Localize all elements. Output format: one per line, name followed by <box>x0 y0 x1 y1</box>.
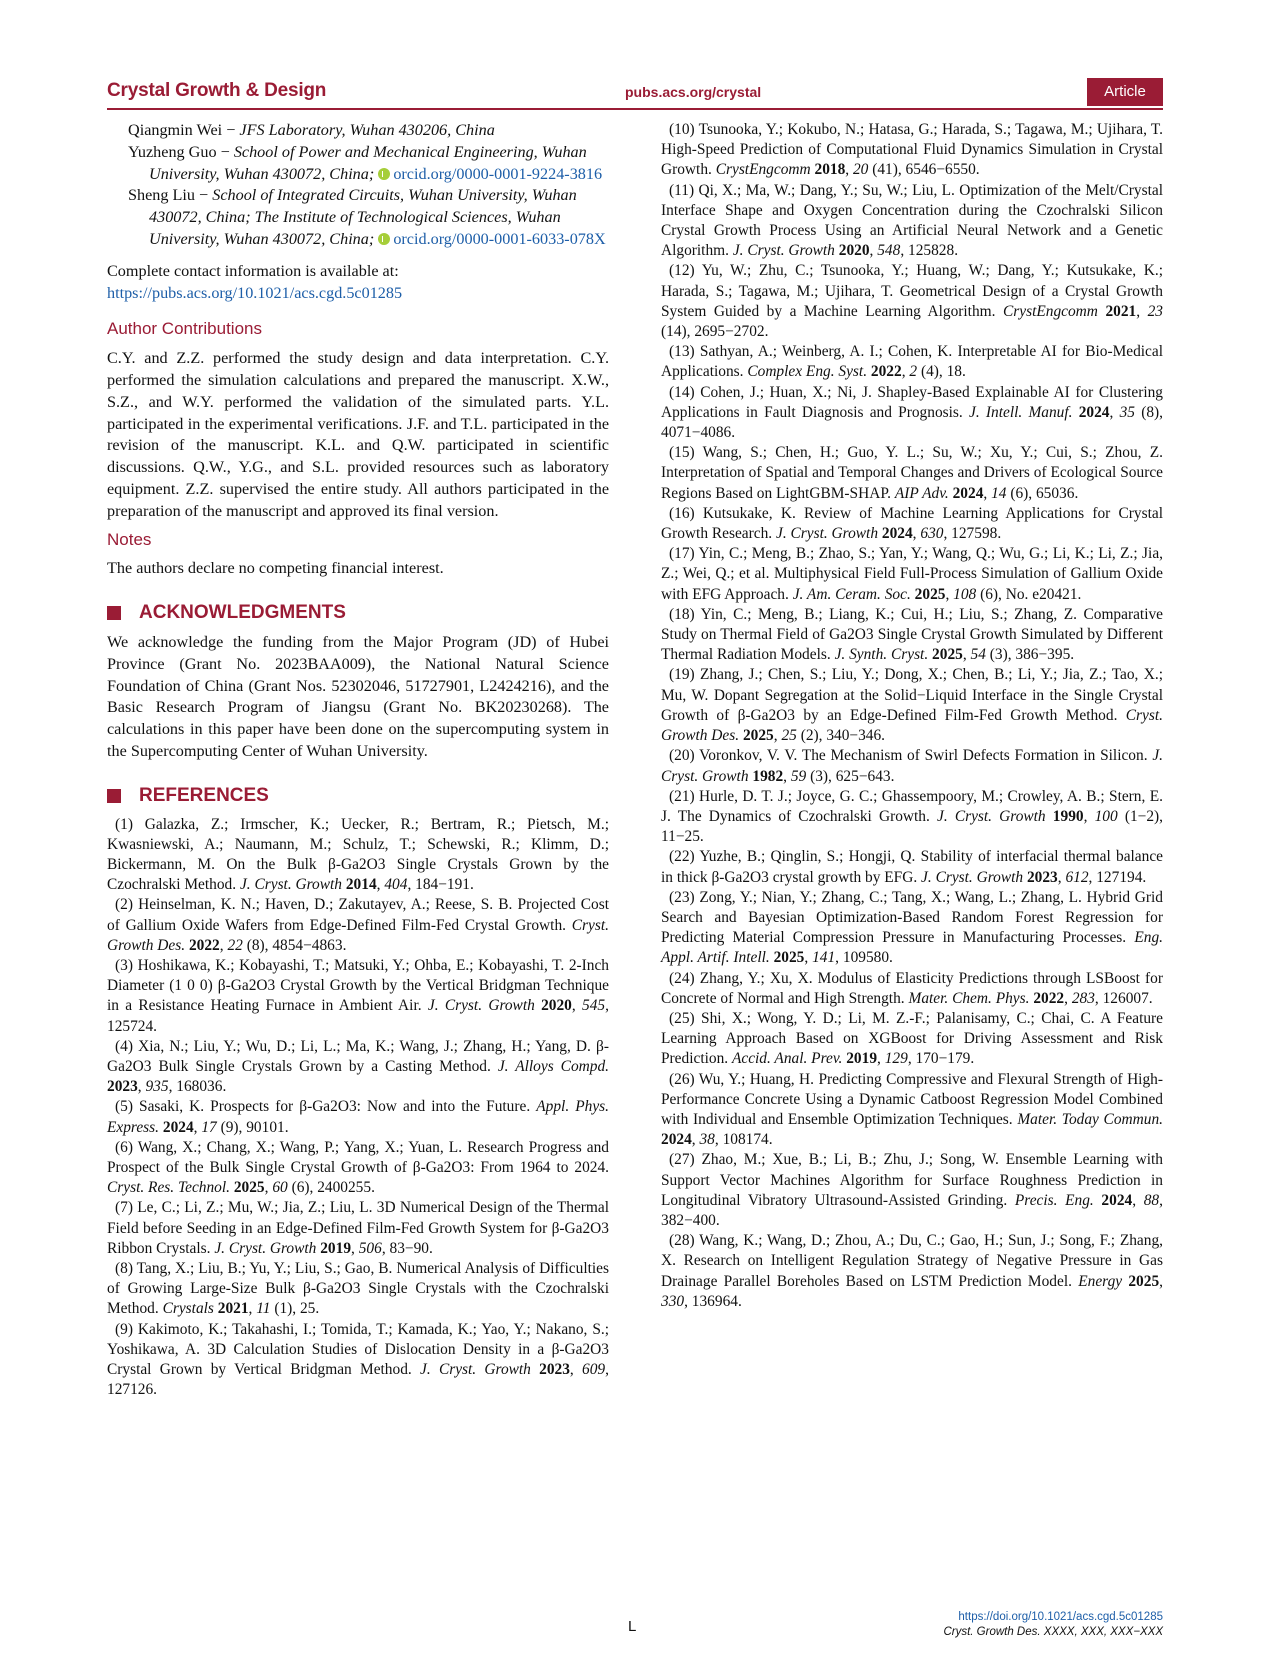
doi-link[interactable]: https://doi.org/10.1021/acs.cgd.5c01285 <box>958 1611 1163 1623</box>
reference-number: (3) <box>115 956 133 974</box>
reference-journal: J. Cryst. Growth <box>921 868 1024 886</box>
right-column <box>661 120 1163 1312</box>
reference-journal: J. Cryst. Growth <box>775 525 879 543</box>
reference-item: (10) Tsunooka, Y.; Kokubo, N.; Hatasa, G.; Harada, S.; Tagawa, M.; Ujihara, T. High-Speed Prediction of Computational Fluid Dynamics Simulation in Crystal Growth. CrystEngcomm 2018, 20 (41), 6546−6550. <box>661 121 1163 179</box>
page-number: L <box>628 1618 637 1635</box>
reference-authors: Hoshikawa, K.; Kobayashi, T.; Matsuki, Y.; Ohba, E.; Kobayashi, T. <box>137 956 565 974</box>
reference-pages: (3), 625−643. <box>806 767 895 785</box>
reference-pages: , 382−400. <box>661 1191 1163 1229</box>
reference-title: Dopant Segregation at the Solid−Liquid Interface in the Single Crystal Growth of β-Ga2O3 by an Edge-Defined Film-Fed Growth Method. <box>661 686 1163 724</box>
reference-number: (13) <box>669 343 695 361</box>
reference-title: 3D Numerical Design of the Thermal Field before Seeding in an Edge-Defined Film-Fed Growth System for β-Ga2O3 Ribbon Crystals. <box>107 1199 610 1257</box>
reference-volume: 11 <box>256 1300 271 1318</box>
reference-item: (2) Heinselman, K. N.; Haven, D.; Zakutayev, A.; Reese, S. B. Projected Cost of Gallium Oxide Wafers from Edge-Defined Film-Fed Crystal Growth. Cryst. Growth Des. 2022, 22 (8), 4854−4863. <box>107 896 609 954</box>
references-heading <box>107 785 609 807</box>
author-contributions-heading: Author Contributions <box>107 319 262 339</box>
reference-year: 2025 <box>742 727 774 745</box>
reference-title: Predicting Compressive and Flexural Strength of High-Performance Concrete Using a Dynamic Catboost Regression Model Combined with Individual and Ensemble Optimization Techniques. <box>661 1070 1163 1128</box>
reference-year: 2023 <box>539 1361 570 1378</box>
author-contributions-text: C.Y. and Z.Z. performed the study design and data interpretation. C.Y. performed the simulation calculations and prepared the manuscript. X.W., S.Z., and W.Y. performed the validation of the simulated parts. Y.L. participated in the experimental verifications. J.F. and T.L. participated in the revision of the manuscript. K.L. and Q.W. participated in scientific discussions. Q.W., Y.G., and S.L. provided resources such as laboratory equipment. Z.Z. supervised the entire study. All authors participated in the preparation of the manuscript and approved its final version. <box>107 349 609 520</box>
reference-pages: (1−2), 11−25. <box>661 807 1163 846</box>
reference-authors: Yin, C.; Meng, B.; Zhao, S.; Yan, Y.; Wang, Q.; Wu, G.; Li, K.; Li, Z.; Jia, Z.; Wei, Q.; et al. <box>661 545 1163 583</box>
reference-year: 2022 <box>188 936 220 954</box>
reference-item: (8) Tang, X.; Liu, B.; Yu, Y.; Liu, S.; Gao, B. Numerical Analysis of Difficulties of Growing Large-Size Bulk β-Ga2O3 Single Crystals with the Czochralski Method. Crystals 2021, 11 (1), 25. <box>107 1259 609 1318</box>
reference-item: (16) Kutsukake, K. Review of Machine Learning Applications for Crystal Growth Research. J. Cryst. Growth 2024, 630, 127598. <box>661 504 1163 543</box>
reference-year: 2024 <box>1101 1191 1133 1209</box>
reference-year: 2019 <box>320 1239 352 1257</box>
reference-authors: Zhang, Y.; Xu, X. <box>699 969 813 987</box>
reference-journal: J. Cryst. Growth <box>420 1361 531 1378</box>
reference-volume: 545 <box>582 997 606 1015</box>
reference-item: (4) Xia, N.; Liu, Y.; Wu, D.; Li, L.; Ma, K.; Wang, J.; Zhang, H.; Yang, D. β-Ga2O3 Bulk Single Crystals Grown by a Casting Method. J. Alloys Compd. 2023, 935, 168036. <box>107 1037 610 1096</box>
author-name: Sheng Liu <box>128 186 195 205</box>
reference-journal: Complex Eng. Syst. <box>747 363 868 381</box>
reference-journal: J. Cryst. Growth <box>239 876 342 894</box>
reference-pages: , 109580. <box>835 949 893 967</box>
author-name: Yuzheng Guo <box>128 142 217 161</box>
reference-volume: 88 <box>1143 1191 1160 1209</box>
reference-volume: 59 <box>790 767 807 785</box>
reference-year: 2022 <box>1033 989 1065 1007</box>
reference-volume: 330 <box>661 1292 685 1310</box>
reference-journal: J. Intell. Manuf. <box>968 403 1073 421</box>
reference-volume: 108 <box>953 585 977 603</box>
reference-number: (15) <box>669 444 695 462</box>
author-entry: Yuzheng Guo − School of Power and Mechanical Engineering, Wuhan University, Wuhan 430072, China; orcid.org/0000-0001-9224-3816 <box>128 142 603 183</box>
reference-number: (26) <box>669 1070 695 1088</box>
reference-title: 2-Inch Diameter (1 0 0) β-Ga2O3 Crystal Growth by the Vertical Bridgman Technique in a Resistance Heating Furnace in Ambient Air. <box>107 956 609 1015</box>
reference-number: (22) <box>669 848 695 866</box>
reference-pages: (6), No. e20421. <box>976 585 1082 603</box>
reference-year: 2024 <box>881 525 913 543</box>
reference-year: 2025 <box>914 585 946 603</box>
reference-journal: Crystals <box>162 1300 214 1318</box>
reference-year: 2020 <box>838 242 870 260</box>
reference-pages: (4), 18. <box>917 363 966 381</box>
reference-pages: , 125724. <box>107 997 609 1035</box>
reference-title: On the Bulk β-Ga2O3 Single Crystals Grown by the Czochralski Method. <box>107 855 609 894</box>
reference-year: 2024 <box>162 1118 194 1136</box>
reference-number: (27) <box>669 1151 695 1169</box>
reference-number: (21) <box>669 787 695 805</box>
reference-pages: , 127126. <box>107 1361 609 1399</box>
reference-volume: 54 <box>970 646 986 664</box>
acknowledgments-text: We acknowledge the funding from the Major Program (JD) of Hubei Province (Grant No. 2023BAA009), the National Natural Science Foundation of China (Grant Nos. 52302046, 51727901, L2424216), and the Basic Research Program of Jiangsu (Grant No. BK20230268). The calculations in this paper have been done on the supercomputing system in the Supercomputing Center of Wuhan University. <box>107 632 609 760</box>
reference-authors: Yu, W.; Zhu, C.; Tsunooka, Y.; Huang, W.; Dang, Y.; Kutsukake, K.; Harada, S.; Tagawa, M.; Ujihara, T. <box>661 262 1164 300</box>
reference-title: Modulus of Elasticity Predictions through LSBoost for Concrete of Normal and High Strength. <box>661 969 1163 1007</box>
reference-authors: Sathyan, A.; Weinberg, A. I.; Cohen, K. <box>699 343 953 361</box>
reference-item: (24) Zhang, Y.; Xu, X. Modulus of Elasticity Predictions through LSBoost for Concrete of Normal and High Strength. Mater. Chem. Phys. 2022, 283, 126007. <box>661 969 1163 1007</box>
reference-year: 2022 <box>870 363 902 381</box>
reference-pages: , 136964. <box>684 1292 742 1310</box>
reference-item: (27) Zhao, M.; Xue, B.; Li, B.; Zhu, J.; Song, W. Ensemble Learning with Support Vector Machines Algorithm for Surface Roughness Prediction in Longitudinal Vibratory Ultrasound-Assisted Grinding. Precis. Eng. 2024, 88, 382−400. <box>661 1151 1163 1229</box>
reference-year: 2023 <box>1026 868 1058 886</box>
reference-volume: 17 <box>201 1118 217 1136</box>
acknowledgments-heading <box>107 602 609 624</box>
reference-item: (9) Kakimoto, K.; Takahashi, I.; Tomida, T.; Kamada, K.; Yao, Y.; Nakano, S.; Yoshikawa, A. 3D Calculation Studies of Dislocation Density in a β-Ga2O3 Crystal Grown by Vertical Bridgman Method. J. Cryst. Growth 2023, 609, 127126. <box>107 1320 609 1399</box>
reference-journal: Mater. Chem. Phys. <box>908 989 1030 1007</box>
reference-item: (14) Cohen, J.; Huan, X.; Ni, J. Shapley-Based Explainable AI for Clustering Applications in Fault Diagnosis and Prognosis. J. Intell. Manuf. 2024, 35 (8), 4071−4086. <box>661 383 1163 442</box>
reference-volume: 23 <box>1147 302 1163 320</box>
reference-item: (13) Sathyan, A.; Weinberg, A. I.; Cohen, K. Interpretable AI for Bio-Medical Applications. Complex Eng. Syst. 2022, 2 (4), 18. <box>661 343 1163 381</box>
reference-pages: (8), 4071−4086. <box>661 403 1163 442</box>
reference-volume: 20 <box>852 161 869 179</box>
reference-volume: 35 <box>1119 403 1135 421</box>
orcid-icon <box>378 168 390 180</box>
reference-year: 2020 <box>541 997 572 1015</box>
reference-authors: Yuzhe, B.; Qinglin, S.; Hongji, Q. <box>699 848 916 866</box>
reference-journal: Accid. Anal. Prev. <box>731 1050 843 1068</box>
reference-journal: J. Alloys Compd. <box>497 1057 609 1075</box>
journal-site-link[interactable]: pubs.acs.org/crystal <box>625 84 762 100</box>
notes-heading: Notes <box>107 529 152 549</box>
reference-item: (25) Shi, X.; Wong, Y. D.; Li, M. Z.-F.; Palanisamy, C.; Chai, C. A Feature Learning Approach Based on XGBoost for Driving Assessment and Risk Prediction. Accid. Anal. Prev. 2019, 129, 170−179. <box>661 1009 1163 1068</box>
reference-authors: Kakimoto, K.; Takahashi, I.; Tomida, T.; Kamada, K.; Yao, Y.; Nakano, S.; Yoshikawa, A. <box>107 1320 609 1358</box>
notes-text: The authors declare no competing financial interest. <box>107 559 444 578</box>
reference-pages: (8), 4854−4863. <box>242 936 347 954</box>
reference-year: 2021 <box>1105 302 1137 320</box>
reference-title: Prospects for β-Ga2O3: Now and into the Future. <box>210 1098 531 1116</box>
reference-year: 2018 <box>814 161 846 179</box>
reference-number: (19) <box>669 666 695 684</box>
reference-year: 2025 <box>233 1179 265 1197</box>
author-affiliation: JFS Laboratory, Wuhan 430206, China <box>239 121 495 139</box>
reference-authors: Heinselman, K. N.; Haven, D.; Zakutayev, A.; Reese, S. B. <box>138 896 513 914</box>
reference-authors: Xia, N.; Liu, Y.; Wu, D.; Li, L.; Ma, K.; Wang, J.; Zhang, H.; Yang, D. <box>138 1037 591 1055</box>
reference-journal: J. Synth. Cryst. <box>834 646 929 664</box>
reference-authors: Hurle, D. T. J.; Joyce, G. C.; Ghassempoory, M.; Crowley, A. B.; Stern, E. J. <box>661 787 1163 825</box>
reference-number: (6) <box>115 1138 133 1156</box>
reference-title: Optimization of the Melt/Crystal Interface Shape and Oxygen Concentration during the Czochralski Silicon Crystal Growth Process Using an Artificial Neural Network and a Genetic Algorithm. <box>661 181 1164 260</box>
reference-item: (21) Hurle, D. T. J.; Joyce, G. C.; Ghassempoory, M.; Crowley, A. B.; Stern, E. J. The Dynamics of Czochralski Growth. J. Cryst. Growth 1990, 100 (1−2), 11−25. <box>661 787 1163 846</box>
reference-journal: J. Am. Ceram. Soc. <box>792 585 911 603</box>
reference-volume: 38 <box>699 1131 715 1149</box>
reference-title: The Dynamics of Czochralski Growth. <box>677 807 930 825</box>
reference-number: (18) <box>669 605 695 623</box>
reference-authors: Wang, K.; Wang, D.; Zhou, A.; Du, C.; Gao, H.; Sun, J.; Song, F.; Zhang, X. <box>661 1232 1163 1270</box>
reference-title: Stability of interfacial thermal balance in thick β-Ga2O3 crystal growth by EFG. <box>661 848 1163 886</box>
reference-journal: J. Cryst. Growth <box>427 997 535 1015</box>
footer-citation <box>943 1610 1163 1640</box>
reference-volume: 935 <box>145 1078 169 1096</box>
reference-item: (1) Galazka, Z.; Irmscher, K.; Uecker, R.; Bertram, R.; Pietsch, M.; Kwasniewski, A.; Naumann, M.; Schulz, T.; Schewski, R.; Klimm, D.; Bickermann, M. On the Bulk β-Ga2O3 Single Crystals Grown by the Czochralski Method. J. Cryst. Growth 2014, 404, 184−191. <box>107 815 609 894</box>
reference-title: Shapley-Based Explainable AI for Clustering Applications in Fault Diagnosis and Prognosis. <box>661 383 1163 421</box>
reference-journal: Energy <box>1078 1272 1123 1290</box>
author-entry: Qiangmin Wei − JFS Laboratory, Wuhan 430206, China <box>128 121 495 139</box>
reference-pages: (2), 340−346. <box>796 727 886 745</box>
reference-title: High-Speed Prediction of Computational Fluid Dynamics Simulation in Crystal Growth. <box>661 141 1163 179</box>
citation-text: Cryst. Growth Des. XXXX, XXX, XXX−XXX <box>943 1626 1163 1638</box>
reference-authors: Le, C.; Li, Z.; Mu, W.; Jia, Z.; Liu, L. <box>137 1199 373 1217</box>
reference-volume: 612 <box>1065 868 1089 886</box>
reference-number: (1) <box>115 815 133 833</box>
reference-item: (28) Wang, K.; Wang, D.; Zhou, A.; Du, C.; Gao, H.; Sun, J.; Song, F.; Zhang, X. Research on Intelligent Regulation Strategy of Negative Pressure in Gas Drainage Parallel Boreholes Based on LSTM Prediction Model. Energy 2025, 330, 136964. <box>661 1232 1163 1310</box>
reference-number: (20) <box>669 747 695 765</box>
reference-volume: 2 <box>909 363 918 381</box>
author-affiliation: School of Power and Mechanical Engineering, Wuhan University, Wuhan 430072, China; <box>149 142 587 183</box>
reference-item: (22) Yuzhe, B.; Qinglin, S.; Hongji, Q. Stability of interfacial thermal balance in thick β-Ga2O3 crystal growth by EFG. J. Cryst. Growth 2023, 612, 127194. <box>661 848 1163 886</box>
reference-journal: Precis. Eng. <box>1014 1191 1094 1209</box>
contact-text: Complete contact information is available at: <box>107 261 399 280</box>
journal-title[interactable]: Crystal Growth & Design <box>107 80 327 101</box>
reference-journal: AIP Adv. <box>894 484 949 502</box>
reference-pages: , 108174. <box>714 1131 773 1149</box>
reference-year: 2019 <box>846 1050 878 1068</box>
section-square-icon <box>107 789 121 803</box>
reference-number: (17) <box>669 545 695 563</box>
orcid-link[interactable]: orcid.org/0000-0001-6033-078X <box>393 229 606 248</box>
reference-volume: 100 <box>1094 807 1118 825</box>
reference-number: (11) <box>669 181 695 199</box>
reference-number: (10) <box>669 121 695 138</box>
reference-item: (5) Sasaki, K. Prospects for β-Ga2O3: Now and into the Future. Appl. Phys. Express. 2024, 17 (9), 90101. <box>107 1098 609 1136</box>
reference-authors: Zhao, M.; Xue, B.; Li, B.; Zhu, J.; Song, W. <box>701 1151 999 1169</box>
reference-pages: , 127598. <box>943 525 1002 543</box>
reference-volume: 60 <box>272 1179 288 1197</box>
reference-journal: Cryst. Growth Des. <box>661 706 1163 745</box>
orcid-icon <box>378 233 390 245</box>
reference-year: 2023 <box>107 1078 138 1096</box>
reference-authors: Wu, Y.; Huang, H. <box>698 1070 815 1088</box>
reference-journal: CrystEngcomm <box>1003 302 1098 320</box>
reference-year: 2024 <box>1078 403 1110 421</box>
reference-authors: Yin, C.; Meng, B.; Liang, K.; Cui, H.; Liu, S.; Zhang, Z. <box>700 605 1078 623</box>
reference-list-left <box>107 815 609 1401</box>
reference-pages: , 184−191. <box>407 876 474 894</box>
reference-year: 2021 <box>217 1300 249 1318</box>
reference-title: Research Progress and Prospect of the Bulk Single Crystal Growth of β-Ga2O3: From 1964 to 2024. <box>107 1138 609 1176</box>
reference-journal: Eng. Appl. Artif. Intell. <box>661 929 1163 967</box>
reference-authors: Zong, Y.; Nian, Y.; Zhang, C.; Tang, X.; Wang, L.; Zhang, L. <box>699 888 1082 906</box>
reference-pages: , 83−90. <box>381 1239 433 1257</box>
author-name: Qiangmin Wei <box>128 121 223 139</box>
reference-title: Comparative Study on Thermal Field of Ga2O3 Single Crystal Growth Simulated by Different Thermal Radiation Models. <box>661 605 1163 664</box>
reference-title: Research on Intelligent Regulation Strategy of Negative Pressure in Gas Drainage Parallel Boreholes Based on LSTM Prediction Model. <box>661 1252 1163 1290</box>
reference-volume: 25 <box>781 727 797 745</box>
reference-volume: 609 <box>582 1361 606 1378</box>
reference-title: Ensemble Learning with Support Vector Machines Algorithm for Surface Roughness Prediction in Longitudinal Vibratory Ultrasound-Assisted Grinding. <box>661 1151 1163 1209</box>
reference-item: (12) Yu, W.; Zhu, C.; Tsunooka, Y.; Huang, W.; Dang, Y.; Kutsukake, K.; Harada, S.; Tagawa, M.; Ujihara, T. Geometrical Design of a Crystal Growth System Guided by a Machine Learning Algorithm. CrystEngcomm 2021, 23 (14), 2695−2702. <box>661 262 1164 341</box>
reference-number: (9) <box>115 1320 133 1338</box>
reference-number: (7) <box>115 1199 133 1217</box>
reference-authors: Qi, X.; Ma, W.; Dang, Y.; Su, W.; Liu, L. <box>698 181 955 199</box>
reference-year: 2025 <box>932 646 963 664</box>
reference-list-right <box>661 120 1163 1312</box>
author-affiliation: School of Integrated Circuits, Wuhan University, Wuhan 430072, China; The Institute of Technological Sciences, Wuhan University, Wuhan 430072, China; <box>149 186 577 248</box>
reference-pages: (1), 25. <box>270 1300 320 1318</box>
reference-title: Interpretation of Spatial and Temporal Changes and Drivers of Ecological Source Regions Based on LightGBM-SHAP. <box>661 464 1163 502</box>
reference-authors: Tang, X.; Liu, B.; Yu, Y.; Liu, S.; Gao, B. <box>136 1259 393 1277</box>
reference-journal: Mater. Today Commun. <box>1017 1110 1163 1128</box>
reference-journal: J. Cryst. Growth <box>732 242 835 260</box>
acknowledgments-title: ACKNOWLEDGMENTS <box>139 602 346 624</box>
reference-volume: 141 <box>812 949 836 967</box>
reference-item: (15) Wang, S.; Chen, H.; Guo, Y. L.; Su, W.; Xu, Y.; Cui, S.; Zhou, Z. Interpretation of Spatial and Temporal Changes and Drivers of Ecological Source Regions Based on LightGBM-SHAP. AIP Adv. 2024, 14 (6), 65036. <box>661 444 1163 502</box>
reference-item: (7) Le, C.; Li, Z.; Mu, W.; Jia, Z.; Liu, L. 3D Numerical Design of the Thermal Field before Seeding in an Edge-Defined Film-Fed Growth System for β-Ga2O3 Ribbon Crystals. J. Cryst. Growth 2019, 506, 83−90. <box>107 1199 610 1257</box>
reference-title: Multiphysical Field Full-Process Simulation of Gallium Oxide with EFG Approach. <box>661 565 1163 603</box>
reference-item: (6) Wang, X.; Chang, X.; Wang, P.; Yang, X.; Yuan, L. Research Progress and Prospect of the Bulk Single Crystal Growth of β-Ga2O3: From 1964 to 2024. Cryst. Res. Technol. 2025, 60 (6), 2400255. <box>107 1138 609 1197</box>
reference-pages: (6), 65036. <box>1006 484 1079 502</box>
reference-journal: CrystEngcomm <box>715 161 811 179</box>
reference-pages: , 170−179. <box>907 1050 975 1068</box>
references-title: REFERENCES <box>139 784 269 806</box>
reference-title: Review of Machine Learning Applications for Crystal Growth Research. <box>661 504 1163 543</box>
reference-year: 1990 <box>1052 807 1084 825</box>
reference-number: (4) <box>115 1037 133 1055</box>
reference-number: (28) <box>669 1232 695 1250</box>
reference-number: (2) <box>115 896 133 914</box>
reference-volume: 22 <box>227 936 243 954</box>
contact-link[interactable]: https://pubs.acs.org/10.1021/acs.cgd.5c01285 <box>107 283 403 302</box>
reference-number: (12) <box>669 262 695 280</box>
reference-pages: (9), 90101. <box>216 1118 289 1136</box>
reference-item: (26) Wu, Y.; Huang, H. Predicting Compressive and Flexural Strength of High-Performance Concrete Using a Dynamic Catboost Regression Model Combined with Individual and Ensemble Optimization Techniques. Mater. Today Commun. 2024, 38, 108174. <box>661 1070 1163 1149</box>
reference-volume: 129 <box>884 1050 908 1068</box>
reference-authors: Sasaki, K. <box>139 1098 205 1116</box>
reference-item: (3) Hoshikawa, K.; Kobayashi, T.; Matsuki, Y.; Ohba, E.; Kobayashi, T. 2-Inch Diameter (1 0 0) β-Ga2O3 Crystal Growth by the Vertical Bridgman Technique in a Resistance Heating Furnace in Ambient Air. J. Cryst. Growth 2020, 545, 125724. <box>107 956 609 1035</box>
reference-year: 2025 <box>773 949 805 967</box>
reference-number: (24) <box>669 969 695 987</box>
reference-item: (19) Zhang, J.; Chen, S.; Liu, Y.; Dong, X.; Chen, B.; Li, Y.; Jia, Z.; Tao, X.; Mu, W. Dopant Segregation at the Solid−Liquid Interface in the Single Crystal Growth of β-Ga2O3 by an Edge-Defined Film-Fed Growth Method. Cryst. Growth Des. 2025, 25 (2), 340−346. <box>661 666 1163 745</box>
reference-authors: Kutsukake, K. <box>702 504 796 522</box>
reference-title: Hybrid Grid Search and Bayesian Optimization-Based Random Forest Regression for Predicting Material Compression Pressure in Manufacturing Processes. <box>661 888 1163 947</box>
reference-number: (25) <box>669 1009 695 1027</box>
reference-journal: Cryst. Res. Technol. <box>107 1179 230 1197</box>
reference-title: 3D Calculation Studies of Dislocation Density in a β-Ga2O3 Crystal Grown by Vertical Bridgman Method. <box>107 1340 609 1378</box>
reference-year: 1982 <box>752 767 784 785</box>
reference-pages: , 168036. <box>168 1078 227 1096</box>
reference-pages: , 126007. <box>1094 989 1153 1007</box>
reference-pages: (41), 6546−6550. <box>868 161 980 179</box>
reference-item: (18) Yin, C.; Meng, B.; Liang, K.; Cui, H.; Liu, S.; Zhang, Z. Comparative Study on Thermal Field of Ga2O3 Single Crystal Growth Simulated by Different Thermal Radiation Models. J. Synth. Cryst. 2025, 54 (3), 386−395. <box>661 605 1163 664</box>
reference-year: 2024 <box>661 1131 692 1149</box>
article-type-badge: Article <box>1087 78 1163 106</box>
reference-number: (8) <box>115 1259 133 1277</box>
reference-journal: Appl. Phys. Express. <box>107 1098 609 1136</box>
orcid-link[interactable]: orcid.org/0000-0001-9224-3816 <box>393 164 603 183</box>
reference-title: A Feature Learning Approach Based on XGBoost for Driving Assessment and Risk Prediction. <box>661 1009 1163 1068</box>
reference-year: 2014 <box>345 876 377 894</box>
reference-year: 2024 <box>952 484 984 502</box>
page-header <box>107 80 1163 110</box>
reference-authors: Voronkov, V. V. <box>699 747 798 765</box>
reference-title: β-Ga2O3 Bulk Single Crystals Grown by a Casting Method. <box>107 1037 610 1075</box>
reference-pages: , 127194. <box>1088 868 1147 886</box>
author-entry: Sheng Liu − School of Integrated Circuits, Wuhan University, Wuhan 430072, China; The Institute of Technological Sciences, Wuhan University, Wuhan 430072, China; orcid.org/0000-0001-6033-078X <box>128 186 606 248</box>
reference-volume: 14 <box>991 484 1007 502</box>
reference-title: The Mechanism of Swirl Defects Formation in Silicon. <box>801 747 1148 765</box>
reference-journal: J. Cryst. Growth <box>214 1239 317 1257</box>
reference-volume: 506 <box>358 1239 382 1257</box>
reference-title: Projected Cost of Gallium Oxide Wafers from Edge-Defined Film-Fed Crystal Growth. <box>107 896 609 934</box>
reference-number: (23) <box>669 888 695 906</box>
author-list <box>107 120 609 251</box>
reference-authors: Shi, X.; Wong, Y. D.; Li, M. Z.-F.; Palanisamy, C.; Chai, C. <box>701 1009 1095 1027</box>
reference-authors: Wang, S.; Chen, H.; Guo, Y. L.; Su, W.; Xu, Y.; Cui, S.; Zhou, Z. <box>702 444 1163 462</box>
section-square-icon <box>107 606 121 620</box>
reference-volume: 404 <box>384 876 408 894</box>
reference-journal: Cryst. Growth Des. <box>107 916 609 954</box>
reference-authors: Cohen, J.; Huan, X.; Ni, J. <box>700 383 872 401</box>
reference-number: (14) <box>669 383 695 401</box>
reference-item: (23) Zong, Y.; Nian, Y.; Zhang, C.; Tang, X.; Wang, L.; Zhang, L. Hybrid Grid Search and Bayesian Optimization-Based Random Forest Regression for Predicting Material Compression Pressure in Manufacturing Processes. Eng. Appl. Artif. Intell. 2025, 141, 109580. <box>661 888 1163 967</box>
reference-authors: Galazka, Z.; Irmscher, K.; Uecker, R.; Bertram, R.; Pietsch, M.; Kwasniewski, A.; Naumann, M.; Schulz, T.; Schewski, R.; Klimm, D.; Bickermann, M. <box>107 815 609 873</box>
reference-authors: Zhang, J.; Chen, S.; Liu, Y.; Dong, X.; Chen, B.; Li, Y.; Jia, Z.; Tao, X.; Mu, W. <box>661 666 1163 704</box>
reference-number: (5) <box>115 1098 133 1116</box>
left-column <box>107 120 609 1400</box>
reference-title: Geometrical Design of a Crystal Growth System Guided by a Machine Learning Algorithm. <box>661 282 1163 320</box>
reference-pages: (6), 2400255. <box>287 1179 375 1197</box>
reference-volume: 630 <box>920 525 944 543</box>
reference-pages: (3), 386−395. <box>985 646 1075 664</box>
reference-title: Interpretable AI for Bio-Medical Applications. <box>661 343 1163 381</box>
reference-journal: J. Cryst. Growth <box>937 807 1046 825</box>
reference-title: Numerical Analysis of Difficulties of Growing Large-Size Bulk β-Ga2O3 Single Crystals with the Czochralski Method. <box>107 1259 609 1318</box>
reference-volume: 548 <box>877 242 901 260</box>
reference-pages: , 125828. <box>900 242 959 260</box>
reference-volume: 283 <box>1071 989 1095 1007</box>
reference-item: (11) Qi, X.; Ma, W.; Dang, Y.; Su, W.; Liu, L. Optimization of the Melt/Crystal Interface Shape and Oxygen Concentration during the Czochralski Silicon Crystal Growth Process Using an Artificial Neural Network and a Genetic Algorithm. J. Cryst. Growth 2020, 548, 125828. <box>661 181 1164 260</box>
reference-authors: Wang, X.; Chang, X.; Wang, P.; Yang, X.; Yuan, L. <box>137 1138 463 1156</box>
reference-pages: (14), 2695−2702. <box>661 323 769 341</box>
reference-item: (20) Voronkov, V. V. The Mechanism of Swirl Defects Formation in Silicon. J. Cryst. Growth 1982, 59 (3), 625−643. <box>661 747 1163 785</box>
reference-journal: J. Cryst. Growth <box>661 747 1163 785</box>
reference-item: (17) Yin, C.; Meng, B.; Zhao, S.; Yan, Y.; Wang, Q.; Wu, G.; Li, K.; Li, Z.; Jia, Z.; Wei, Q.; et al. Multiphysical Field Full-Process Simulation of Gallium Oxide with EFG Approach. J. Am. Ceram. Soc. 2025, 108 (6), No. e20421. <box>661 545 1163 603</box>
reference-year: 2025 <box>1128 1272 1160 1290</box>
reference-authors: Tsunooka, Y.; Kokubo, N.; Hatasa, G.; Harada, S.; Tagawa, M.; Ujihara, T. <box>698 121 1163 138</box>
reference-number: (16) <box>669 504 695 522</box>
